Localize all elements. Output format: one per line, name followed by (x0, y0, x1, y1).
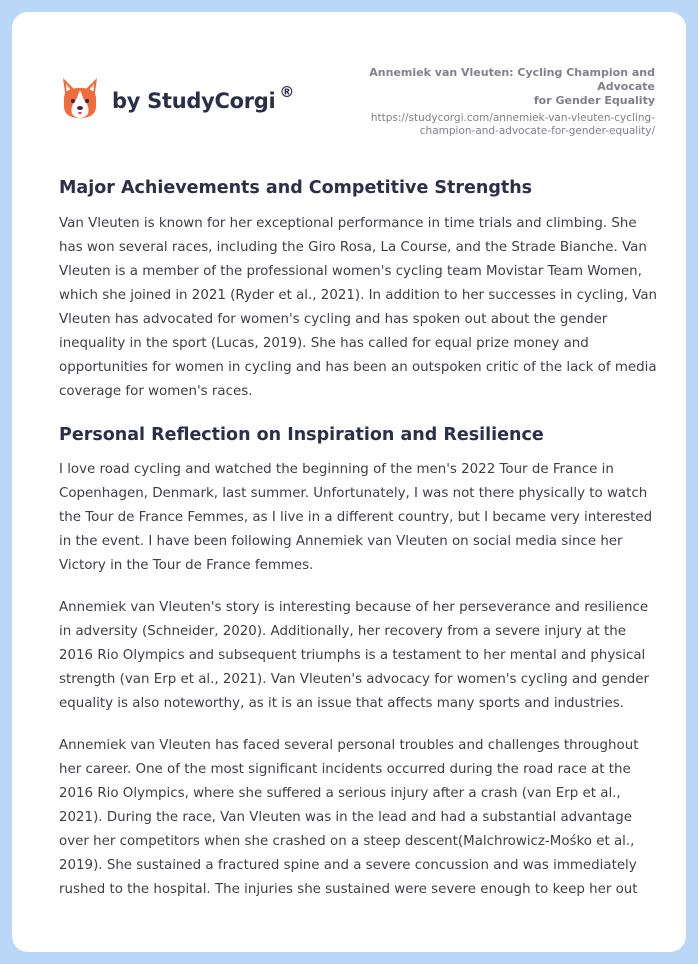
paragraph-reflection-2: Annemiek van Vleuten's story is interesting because of her perseverance and resilience in adversity (Schneider, 2020). Additionally, her recovery from a severe injury at the 2016 Rio Olympics and subsequent triumphs is a testament to her mental and physical strength (van Erp et al., 2021). Van Vleuten's advocacy for women's cycling and gender equality is also noteworthy, as it is an issue that affects many sports and industries. (59, 600, 649, 711)
studycorgi-logo[interactable] (60, 76, 294, 120)
document-meta (315, 66, 655, 138)
paragraph-reflection-1: I love road cycling and watched the beginning of the men's 2022 Tour de France in Copenhagen, Denmark, last summer. Unfortunately, I was not there physically to watch the Tour de France Femmes, as I live in a different country, but I became very interested in the event. I have been following Annemiek van Vleuten on social media since her Victory in the Tour de France femmes. (59, 462, 653, 573)
document-title (315, 66, 655, 108)
document-url-line-2[interactable]: champion-and-advocate-for-gender-equality/ (419, 125, 655, 137)
section-heading-achievements: Major Achievements and Competitive Strengths (59, 178, 533, 198)
paragraph-achievements: Van Vleuten is known for her exceptional performance in time trials and climbing. She has won several races, including the Giro Rosa, La Course, and the Strade Bianche. Van Vleuten is a member of the professional women's cycling team Movistar Team Women, which she joined in 2021 (Ryder et al., 2021). In addition to her successes in cycling, Van Vleuten has advocated for women's cycling and has spoken out about the gender inequality in the sport (Lucas, 2019). She has called for equal prize money and opportunities for women in cycling and has been an outspoken critic of the lack of media coverage for women's races. (59, 216, 658, 399)
registered-mark: ® (279, 83, 295, 101)
brand-name (112, 83, 295, 113)
corgi-head-icon (60, 76, 100, 120)
document-body (59, 176, 659, 902)
paragraph-reflection-3: Annemiek van Vleuten has faced several personal troubles and challenges throughout her career. One of the most significant incidents occurred during the road race at the 2016 Rio Olympics, where she suffered a serious injury after a crash (van Erp et al., 2021). During the race, Van Vleuten was in the lead and had a substantial advantage over her competitors when she crashed on a steep descent(Malchrowicz-Mośko et al., 2019). She sustained a fractured spine and a severe concussion and was immediately rushed to the hospital. The injuries she sustained were severe enough to keep her out (59, 738, 639, 897)
brand-text: by StudyCorgi (112, 89, 276, 113)
document-title-line-2: for Gender Equality (533, 94, 655, 107)
document-page (12, 12, 686, 952)
section-heading-reflection: Personal Reflection on Inspiration and Resilience (59, 425, 544, 445)
document-title-line-1: Annemiek van Vleuten: Cycling Champion and Advocate (369, 66, 655, 93)
document-url[interactable] (315, 112, 655, 138)
document-url-line-1[interactable]: https://studycorgi.com/annemiek-van-vleuten-cycling- (370, 112, 655, 124)
